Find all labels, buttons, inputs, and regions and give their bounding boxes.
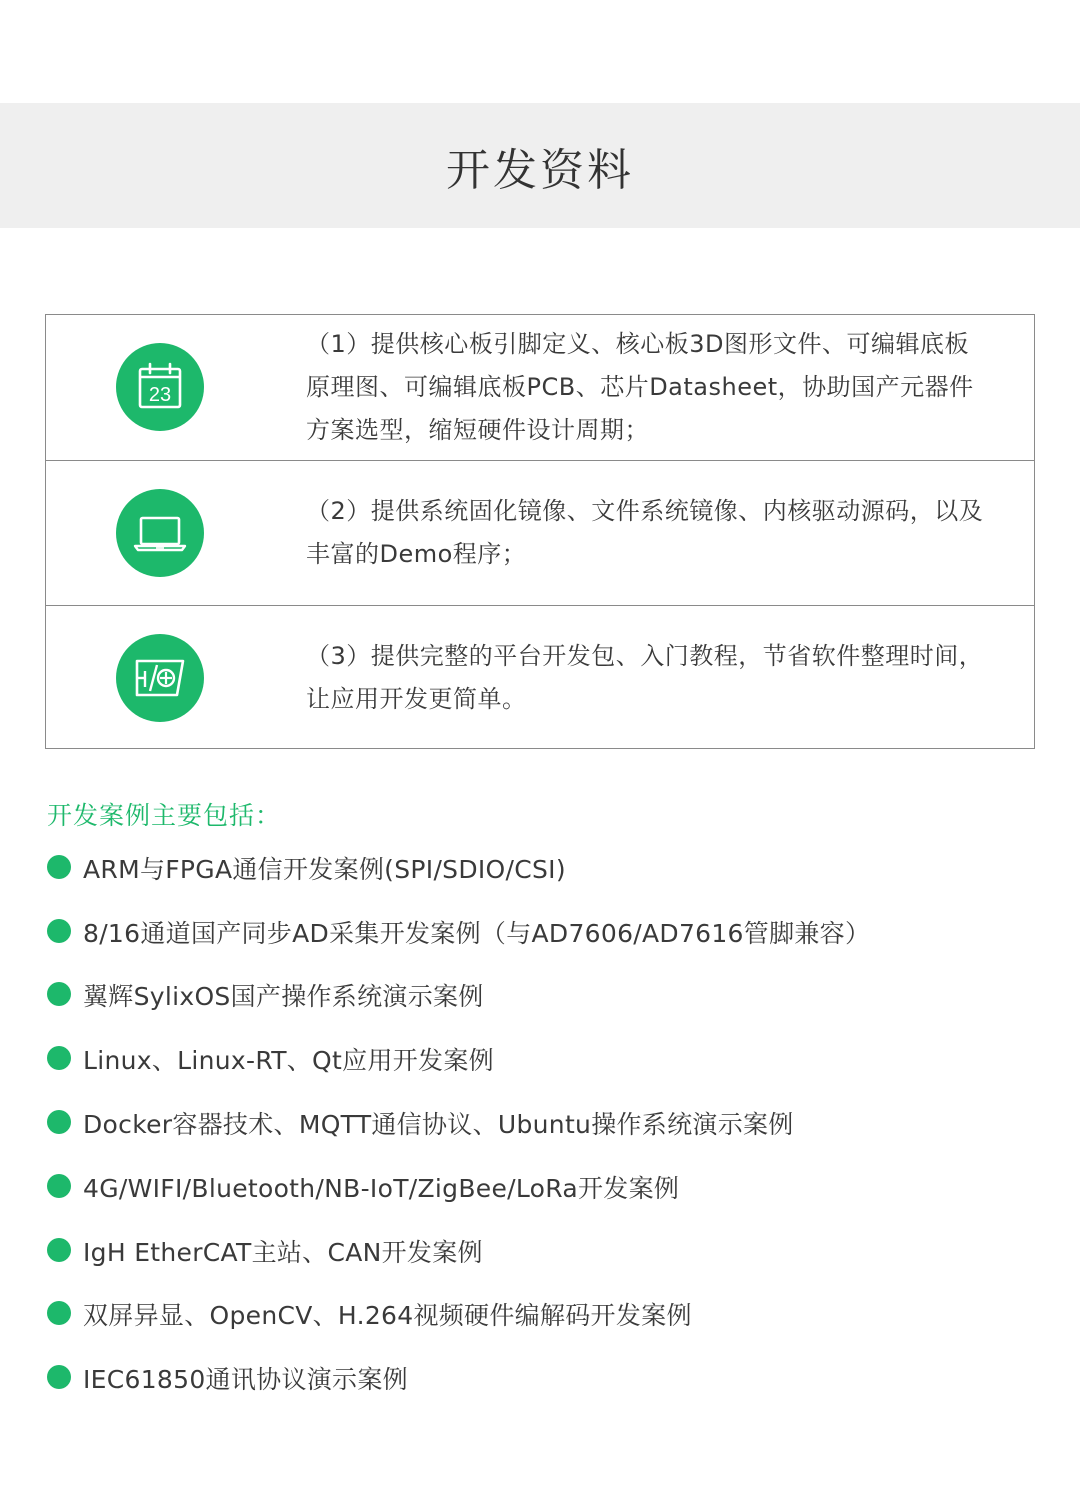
engineering-drawing-icon (129, 647, 191, 709)
calendar-icon (132, 359, 188, 415)
feature-row (46, 605, 1034, 750)
page-title: 开发资料 (446, 144, 634, 196)
list-item (47, 1027, 870, 1091)
bullet-icon (47, 1174, 71, 1198)
case-label: IgH EtherCAT主站、CAN开发案例 (83, 1237, 483, 1267)
bullet-icon (47, 1365, 71, 1389)
bullet-icon (47, 1110, 71, 1134)
feature-description: （2）提供系统固化镜像、文件系统镜像、内核驱动源码，以及丰富的Demo程序； (306, 497, 984, 568)
feature-row (46, 315, 1034, 460)
header-banner (0, 103, 1080, 228)
bullet-icon (47, 1046, 71, 1070)
bullet-icon (47, 1301, 71, 1325)
case-label: 4G/WIFI/Bluetooth/NB-IoT/ZigBee/LoRa开发案例 (83, 1173, 680, 1203)
calendar-icon-badge (116, 343, 204, 431)
feature-row (46, 460, 1034, 605)
list-item (47, 1155, 870, 1219)
engineering-drawing-icon-badge (116, 634, 204, 722)
features-table (45, 314, 1035, 749)
list-item (47, 964, 870, 1028)
case-label: 双屏异显、OpenCV、H.264视频硬件编解码开发案例 (83, 1301, 692, 1331)
feature-description: （3）提供完整的平台开发包、入门教程，节省软件整理时间，让应用开发更简单。 (306, 642, 984, 713)
calendar-icon-number: 23 (148, 384, 172, 406)
list-item (47, 1091, 870, 1155)
cases-list (47, 836, 870, 1410)
feature-description: （1）提供核心板引脚定义、核心板3D图形文件、可编辑底板原理图、可编辑底板PCB、芯片Datasheet，协助国产元器件方案选型，缩短硬件设计周期； (306, 330, 974, 444)
case-label: 8/16通道国产同步AD采集开发案例（与AD7606/AD7616管脚兼容） (83, 918, 871, 948)
bullet-icon (47, 855, 71, 879)
list-item (47, 836, 870, 900)
cases-heading: 开发案例主要包括： (47, 801, 282, 830)
list-item (47, 900, 870, 964)
case-label: IEC61850通讯协议演示案例 (83, 1365, 408, 1395)
laptop-icon-badge (116, 489, 204, 577)
bullet-icon (47, 1238, 71, 1262)
list-item (47, 1219, 870, 1283)
list-item (47, 1346, 870, 1410)
case-label: Docker容器技术、MQTT通信协议、Ubuntu操作系统演示案例 (83, 1110, 794, 1140)
case-label: 翼辉SylixOS国产操作系统演示案例 (83, 982, 484, 1012)
case-label: Linux、Linux-RT、Qt应用开发案例 (83, 1046, 494, 1076)
bullet-icon (47, 919, 71, 943)
bullet-icon (47, 982, 71, 1006)
case-label: ARM与FPGA通信开发案例(SPI/SDIO/CSI) (83, 854, 566, 884)
laptop-icon (130, 503, 190, 563)
list-item (47, 1283, 870, 1347)
